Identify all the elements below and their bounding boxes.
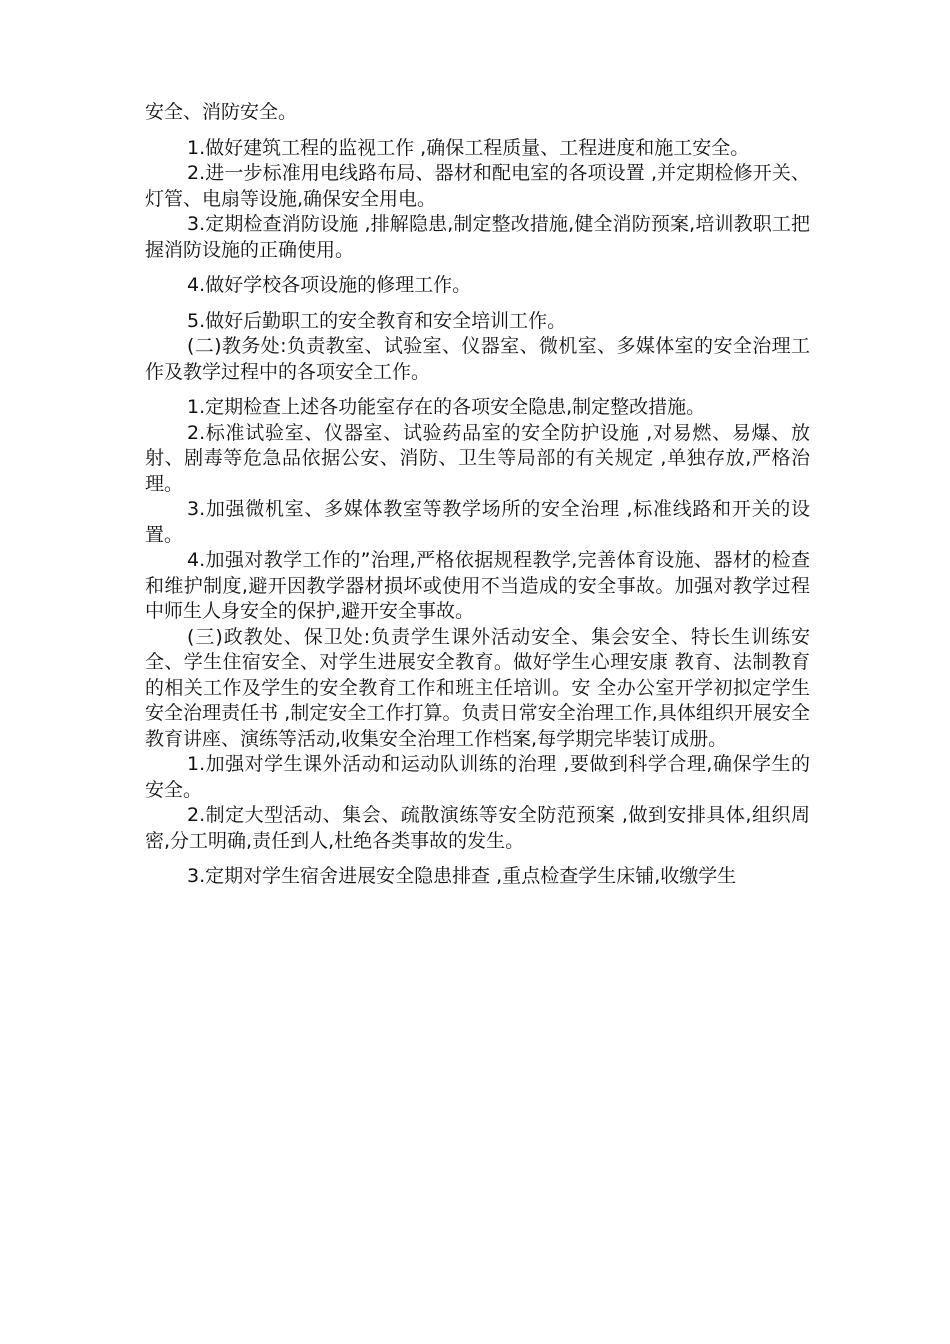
paragraph: 2.标准试验室、仪器室、试验药品室的安全防护设施 ,对易燃、易爆、放射、剧毒等危急品依据公安、消防、卫生等局部的有关规定 ,单独存放,严格治理。	[145, 421, 810, 495]
paragraph: 1.加强对学生课外活动和运动队训练的治理 ,要做到科学合理,确保学生的安全。	[145, 753, 810, 801]
paragraph: 4.加强对教学工作的”治理,严格依据规程教学,完善体育设施、器材的检查和维护制度,避开因教学器材损坏或使用不当造成的安全事故。加强对教学过程中师生人身安全的保护,避开安全事故。	[145, 549, 810, 622]
paragraph: (二)教务处:负责教室、试验室、仪器室、微机室、多媒体室的安全治理工作及教学过程中的各项安全工作。	[145, 335, 810, 383]
paragraph: 1.做好建筑工程的监视工作 ,确保工程质量、工程进度和施工安全。	[187, 136, 750, 159]
paragraph: 2.制定大型活动、集会、疏散演练等安全防范预案 ,做到安排具体,组织周密,分工明确,责任到人,杜绝各类事故的发生。	[145, 804, 810, 852]
paragraph: 安全、消防安全。	[145, 101, 298, 123]
paragraph: 5.做好后勤职工的安全教育和安全培训工作。	[187, 309, 567, 332]
paragraph: 4.做好学校各项设施的修理工作。	[187, 274, 472, 296]
paragraph: 3.加强微机室、多媒体教室等教学场所的安全治理 ,标准线路和开关的设置。	[145, 498, 810, 546]
paragraph: 3.定期对学生宿舍进展安全隐患排查 ,重点检查学生床铺,收缴学生	[187, 865, 737, 887]
paragraph: 2.进一步标准用电线路布局、器材和配电室的各项设置 ,并定期检修开关、灯管、电扇等设施,确保安全用电。	[145, 162, 810, 210]
paragraph: 1.定期检查上述各功能室存在的各项安全隐患,制定整改措施。	[187, 396, 706, 418]
document-body	[145, 100, 810, 890]
paragraph: 3.定期检查消防设施 ,排解隐患,制定整改措施,健全消防预案,培训教职工把握消防设施的正确使用。	[145, 213, 810, 261]
paragraph: (三)政教处、保卫处:负责学生课外活动安全、集会安全、特长生训练安全、学生住宿安全、对学生进展安全教育。做好学生心理安康 教育、法制教育的相关工作及学生的安全教育工作和班主任培训。安 全办公室开学初拟定学生安全治理责任书 ,制定安全工作打算。负责日常安全治理工作,具体组织开展安全教育讲座、演练等活动,收集安全治理工作档案,每学期完毕装订成册。	[145, 625, 810, 750]
